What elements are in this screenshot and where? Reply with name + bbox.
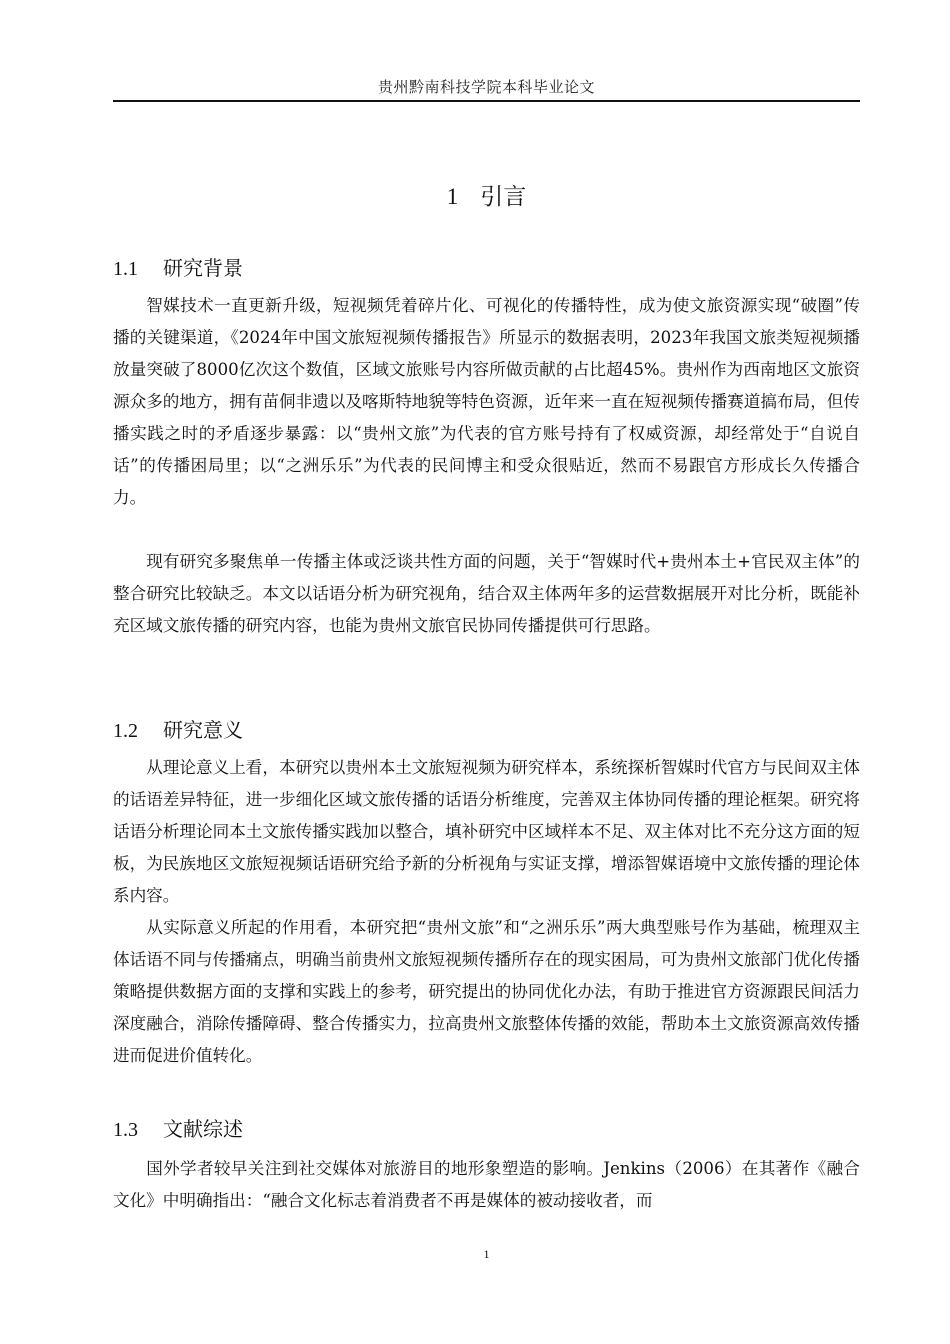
chapter-title-text: 引言: [480, 184, 527, 210]
section-heading-background: [113, 252, 860, 281]
section-title: 研究背景: [163, 256, 243, 280]
section-number: 1.2: [113, 720, 138, 742]
section-title: 文献综述: [163, 1117, 243, 1141]
paragraph: 现有研究多聚焦单一传播主体或泛谈共性方面的问题，关于“智媒时代+贵州本土+官民双主体”的整合研究比较缺乏。本文以话语分析为研究视角，结合双主体两年多的运营数据展开对比分析，既能补充区域文旅传播的研究内容，也能为贵州文旅官民协同传播提供可行思路。: [113, 552, 860, 635]
header-rule: [113, 100, 860, 102]
section-title: 研究意义: [163, 718, 243, 742]
paragraph: 国外学者较早关注到社交媒体对旅游目的地形象塑造的影响。Jenkins（2006）在其著作《融合文化》中明确指出：“融合文化标志着消费者不再是媒体的被动接收者，而: [113, 1159, 860, 1210]
chapter-title: [113, 178, 860, 211]
paragraph: 从理论意义上看，本研究以贵州本土文旅短视频为研究样本，系统探析智媒时代官方与民间双主体的话语差异特征，进一步细化区域文旅传播的话语分析维度，完善双主体协同传播的理论框架。研究将话语分析理论同本土文旅传播实践加以整合，填补研究中区域样本不足、双主体对比不充分这方面的短板，为民族地区文旅短视频话语研究给予新的分析视角与实证支撑，增添智媒语境中文旅传播的理论体系内容。: [113, 758, 860, 905]
section-heading-significance: [113, 714, 860, 743]
section-heading-literature-review: [113, 1113, 860, 1142]
chapter-number: 1: [446, 184, 459, 209]
paragraph: 从实际意义所起的作用看，本研究把“贵州文旅”和“之洲乐乐”两大典型账号作为基础，梳理双主体话语不同与传播痛点，明确当前贵州文旅短视频传播所存在的现实困局，可为贵州文旅部门优化传播策略提供数据方面的支撑和实践上的参考，研究提出的协同优化办法，有助于推进官方资源跟民间活力深度融合，消除传播障碍、整合传播实力，拉高贵州文旅整体传播的效能，帮助本土文旅资源高效传播进而促进价值转化。: [113, 918, 860, 1065]
page-number: 1: [483, 1247, 490, 1261]
paragraph: 智媒技术一直更新升级，短视频凭着碎片化、可视化的传播特性，成为使文旅资源实现“破圈”传播的关键渠道，《2024年中国文旅短视频传播报告》所显示的数据表明，2023年我国文旅类短视频播放量突破了8000亿次这个数值，区域文旅账号内容所做贡献的占比超45%。贵州作为西南地区文旅资源众多的地方，拥有苗侗非遗以及喀斯特地貌等特色资源，近年来一直在短视频传播赛道搞布局，但传播实践之时的矛盾逐步暴露：以“贵州文旅”为代表的官方账号持有了权威资源，却经常处于“自说自话”的传播困局里；以“之洲乐乐”为代表的民间博主和受众很贴近，然而不易跟官方形成长久传播合力。: [113, 296, 860, 507]
running-header: 贵州黔南科技学院本科毕业论文: [377, 78, 595, 96]
section-number: 1.3: [113, 1119, 138, 1141]
section-number: 1.1: [113, 258, 138, 280]
